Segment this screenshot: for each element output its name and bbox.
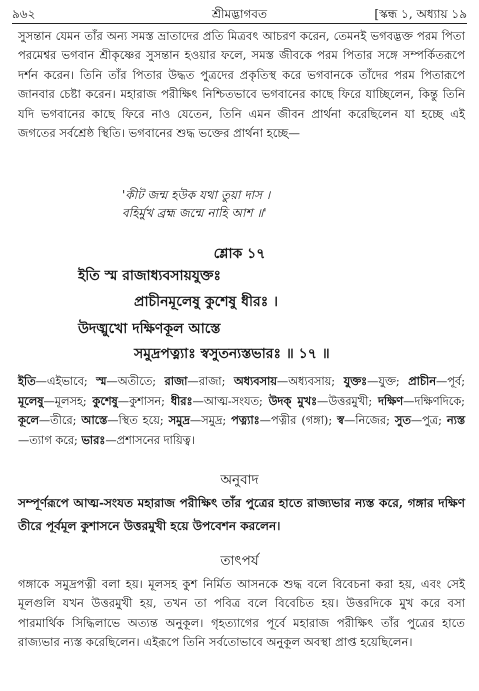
synonym-word: স্ম [96,374,107,388]
synonym-meaning: কুশাসন [129,394,162,408]
chapter-reference: [স্কন্ধ ১, অধ্যায় ১৯ [374,7,467,21]
quote-line-2: বহির্মুখ ব্রহ্ম জন্মে নাহি আশ ॥' [122,206,267,220]
synonym-meaning: পুত্র [422,414,439,428]
synonym-word: আস্তে [81,413,108,428]
synonym-meaning: সমুদ্র [201,414,223,428]
synonym-meaning: নিজের [355,414,387,428]
page-number: ৯৬২ [12,7,36,21]
synonyms-paragraph: ইতি—এইভাবে; স্ম—অতীতে; রাজা—রাজা; অধ্যবসায়—অধ্যবসায়; যুক্তঃ—যুক্ত; প্রাচীন—পূর্ব; মূলেষু—মূলসহ; কুশেষু—কুশাসন; ধীরঃ—আত্ম-সংযত; উদক্ মুখঃ—উত্তরমুখী; দক্ষিণ—দক্ষিণদিকে; কূলে—তীরে; আস্তে—স্থিত হয়ে; সমুদ্র—সমুদ্র; পত্ন্যাঃ—পত্নীর (গঙ্গা); স্ব—নিজের; সুত—পুত্র; ন্যস্ত—ত্যাগ করে; ভারঃ—প্রশাসনের দায়িত্ব। [18,374,466,447]
synonym-word: প্রাচীন [408,374,436,388]
synonym-word: সুত [394,413,411,428]
translation-text: সম্পূর্ণরূপে আত্ম-সংযত মহারাজ পরীক্ষিৎ তাঁর পুত্রের হাতে রাজ্যভার ন্যস্ত করে, গঙ্গার দক্ষিণ তীরে পূর্বমূল কুশাসনে উত্তরমুখী হয়ে উপবেশন করলেন। [18,496,465,533]
synonym-meaning: স্থিত হয়ে [118,414,160,428]
verse-line-1: ইতি স্ম রাজাধ্যবসায়যুক্তঃ [78,268,221,284]
synonym-word: ন্যস্ত [446,413,466,428]
synonym-word: দক্ষিণ [377,393,404,408]
synonym-word: মূলেষু [18,393,44,408]
synonym-word: উদক্ মুখঃ [268,393,318,408]
synonym-meaning: তীরে [50,414,73,428]
synonym-word: রাজা [164,374,188,388]
translation-heading: অনুবাদ [220,472,259,488]
synonym-word: ধীরঃ [170,393,193,408]
page-header [12,4,467,24]
synonym-word: কুশেষু [92,393,118,408]
synonym-word: স্ব [337,413,344,428]
synonym-word: পত্ন্যাঃ [231,413,260,428]
synonym-word: ভারঃ [81,432,106,447]
synonym-meaning: পূর্ব [447,375,462,388]
synonym-word: অধ্যবসায় [233,374,277,388]
synonym-meaning: আত্ম-সংযত [203,394,260,408]
synonym-meaning: রাজা [198,375,222,388]
quote-line-1: 'কীট জন্ম হউক যথা তুয়া দাস । [122,188,271,202]
synonym-meaning: উত্তরমুখী [328,394,369,408]
running-title: শ্রীমদ্ভাগবত [211,7,267,21]
synonym-word: কূলে [18,413,39,428]
synonym-meaning: মূলসহ [54,394,83,408]
synonym-word: ইতি [18,374,36,388]
verse-line-2: প্রাচীনমূলেষু কুশেষু ধীরঃ । [134,294,279,310]
synonym-meaning: ত্যাগ করে [29,433,74,447]
synonym-meaning: যুক্ত [378,375,396,388]
synonym-meaning: অতীতে [117,375,153,388]
verse-line-3: উদঙ্মুখো দক্ষিণকূল আস্তে [78,321,221,337]
header-rule [12,23,467,24]
synonym-meaning: পত্নীর (গঙ্গা) [270,414,329,428]
synonym-meaning: অধ্যবসায় [288,375,332,388]
synonym-meaning: দক্ষিণদিকে [414,394,462,408]
verse-line-4: সমুদ্রপত্ন্যাঃ স্বসুতন্যস্তভারঃ ॥ ১৭ ॥ [134,346,330,362]
synonym-word: যুক্তঃ [343,374,368,388]
purport-text: গঙ্গাকে সমুদ্রপত্নী বলা হয়। মূলসহ কুশ নির্মিত আসনকে শুদ্ধ বলে বিবেচনা করা হয়, এবং সেই মূলগুলি যখন উত্তরমুখী হয়, তখন তা পবিত্র বলে বিবেচিত হয়। উত্তরদিকে মুখ করে বসা পারমার্থিক সিদ্ধিলাভে অত্যন্ত অনুকূল। গৃহত্যাগের পূর্বে মহারাজ পরীক্ষিৎ তাঁর পুত্রের হাতে রাজ্যভার ন্যস্ত করেছিলেন। এইরূপে তিনি সর্বতোভাবে অনুকূল অবস্থা প্রাপ্ত হয়েছিলেন। [18,577,465,650]
verse-title: শ্লোক ১৭ [213,246,266,262]
purport-heading: তাৎপর্য [220,553,259,569]
synonym-word: সমুদ্র [168,413,190,428]
synonym-meaning: এইভাবে [46,375,84,388]
synonym-meaning: প্রশাসনের দায়িত্ব [116,433,191,447]
intro-paragraph: সুসন্তান যেমন তাঁর অন্য সমস্ত ভ্রাতাদের প্রতি মিত্রবৎ আচরণ করেন, তেমনই ভগবদ্ভক্ত পরম পিতা পরমেশ্বর ভগবান শ্রীকৃষ্ণের সুসন্তান হওয়ার ফলে, সমস্ত জীবকে পরম পিতার সঙ্গে সম্পর্কিতরূপে দর্শন করেন। তিনি তাঁর পিতার উদ্ধত পুত্রদের প্রকৃতিস্থ করে ভগবানকে তাঁদের পরম পিতারূপে জানবার চেষ্টা করেন। মহারাজ পরীক্ষিৎ নিশ্চিতভাবে ভগবানের কাছে ফিরে যাচ্ছিলেন, কিন্তু তিনি যদি ভগবানের কাছে ফিরে নাও যেতেন, তিনি এমন জীবন প্রার্থনা করেছিলেন যা হচ্ছে এই জগতের সর্বশ্রেষ্ঠ স্থিতি। ভগবানের শুদ্ধ ভক্তের প্রার্থনা হচ্ছে— [18,29,465,141]
